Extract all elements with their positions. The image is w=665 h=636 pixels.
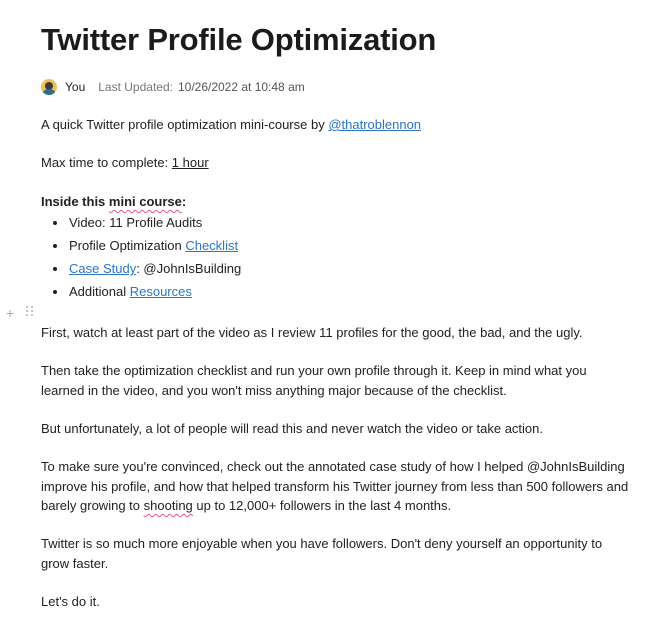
resources-link[interactable]: Resources [129,284,192,299]
add-block-icon[interactable]: + [6,305,15,321]
paragraph-1: First, watch at least part of the video as I review 11 profiles for the good, the bad, and the ugly. [41,325,583,340]
intro-text: A quick Twitter profile optimization mini-course by [41,117,329,132]
paragraph-4-start: To make sure you're convinced, check out the annotated case study of how I helped @JohnIsBuilding improve his profile, and how that helped transform his Twitter journey from less than 500 followers and barely growing to [41,459,629,513]
max-time-label: Max time to complete: [41,155,172,170]
drag-handle-icon[interactable] [26,306,34,316]
paragraph-2: Then take the optimization checklist and run your own profile through it. Keep in mind what you learned in the video, and you won't miss anything major because of the checklist. [41,363,587,398]
list-item [41,257,241,280]
paragraph-3: But unfortunately, a lot of people will read this and never watch the video or take action. [41,421,544,436]
inside-heading [41,192,186,212]
last-updated-value: 10/26/2022 at 10:48 am [177,80,305,94]
inside-emphasis: mini course [108,194,182,209]
last-updated-label: Last Updated: [98,80,173,94]
page-title: Twitter Profile Optimization [41,22,437,57]
document-meta [41,77,305,97]
avatar-body-icon [43,89,55,95]
list-item-case-study-text: : @JohnIsBuilding [136,261,242,276]
paragraph-4-end: up to 12,000+ followers in the last 4 months. [192,498,452,513]
paragraph-4-misspelled-word: shooting [143,498,193,513]
paragraph-6: Let's do it. [41,594,100,609]
paragraph-5: Twitter is so much more enjoyable when you have followers. Don't deny yourself an opportunity to grow faster. [41,536,603,571]
block-handle [6,305,46,321]
paragraph-4 [41,457,631,516]
course-contents-list [41,211,241,303]
list-item [41,280,241,303]
author-name[interactable]: You [65,80,86,94]
case-study-link[interactable]: Case Study [69,261,137,276]
list-item-video: Video: 11 Profile Audits [69,215,203,230]
author-handle-link[interactable]: @thatroblennon [328,117,422,132]
max-time-paragraph [41,153,209,173]
avatar[interactable] [41,79,57,95]
list-item-checklist-text: Profile Optimization [69,238,186,253]
list-item [41,234,241,257]
checklist-link[interactable]: Checklist [185,238,239,253]
intro-paragraph [41,115,421,135]
list-item [41,211,241,234]
inside-prefix: Inside this [41,194,109,209]
inside-suffix: : [181,194,187,209]
list-item-resources-text: Additional [69,284,130,299]
max-time-value: 1 hour [171,155,209,170]
